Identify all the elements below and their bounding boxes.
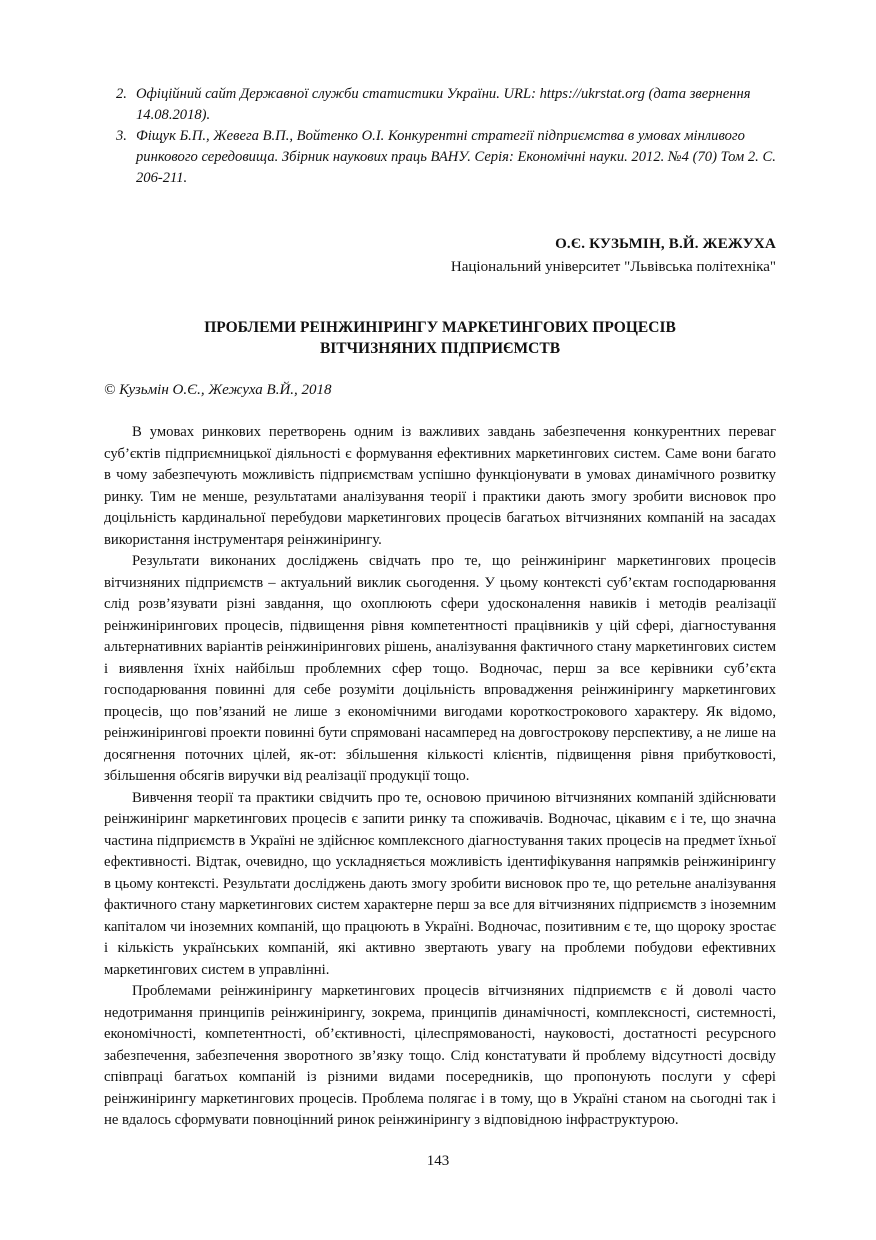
page-number: 143 [426,1153,450,1169]
body-paragraph: В умовах ринкових перетворень одним із важливих завдань забезпечення конкурентних переваг суб’єктів підприємницької діяльності є формування ефективних маркетингових систем. Саме вони багато в чому забезпечують можливість підприємствам успішно функціонувати в умовах динамічного розвитку ринку. Тим не менше, результатами аналізування теорії і практики дають змогу зробити висновок про доцільність кардинальної перебудови маркетингових процесів багатьох вітчизняних компаній на засадах використання інструментаря реінжинірингу. [104,424,776,548]
reference-number: 3. [116,128,127,144]
body-paragraph: Результати виконаних досліджень свідчать про те, що реінжиніринг маркетингових процесів вітчизняних підприємств – актуальний виклик сьогодення. У цьому контексті суб’єктам господарювання слід розв’язувати різні завдання, що охоплюють сфери удосконалення навиків і методів реалізації реінжинірингових процесів, підвищення рівня компетентності працівників у цій сфері, діагностування альтернативних варіантів реінжинірингових рішень, аналізування фактичного стану маркетингових систем і виявлення їхніх найбільш проблемних сфер тощо. Водночас, перш за все керівники суб’єкта господарювання повинні для себе розуміти доцільність впровадження реінжинірингу маркетингових процесів, що пов’язаний не лише з економічними вигодами короткострокового характеру. Як відомо, реінжинірингові проекти повинні бути спрямовані насамперед на довгострокову перспективу, а не лише на досягнення поточних цілей, як-от: збільшення кількості клієнтів, підвищення рівня прибутковості, збільшення обсягів виручки від реалізації продукції тощо. [104,553,776,784]
body-paragraph: Вивчення теорії та практики свідчить про те, основою причиною вітчизняних компаній здійснювати реінжиніринг маркетингових процесів є запити ринку та споживачів. Водночас, цікавим є і те, що значна частина підприємств в Україні не здійснює комплексного діагностування таких процесів на предмет їхньої ефективності. Відтак, очевидно, що ускладняється можливість ідентифікування напрямків реінжинірингу в цьому контексті. Результати досліджень дають змогу зробити висновок про те, що ретельне аналізування фактичного стану маркетингових систем характерне перш за все для вітчизняних підприємств з іноземним капіталом чи іноземних компаній, що працюють в Україні. Водночас, позитивним є те, що щороку зростає і кількість українських компаній, які активно звертають увагу на проблеми побудови ефективних маркетингових систем в управлінні. [104,789,776,978]
body-paragraph: Проблемами реінжинірингу маркетингових процесів вітчизняних підприємств є й доволі часто недотримання принципів реінжинірингу, зокрема, принципів динамічності, комплексності, системності, економічності, компетентності, об’єктивності, цілеспрямованості, науковості, достатності ресурсного забезпечення, забезпечення зворотного зв’язку тощо. Слід констатувати й проблему відсутності досвіду співпраці багатьох компаній із різними видами посередників, що пропонують послуги у сфері реінжинірингу маркетингових процесів. Проблема полягає і в тому, що в Україні станом на сьогодні так і не вдалось сформувати повноцінний ринок реінжинірингу з відповідною інфраструктурою. [104,983,776,1128]
reference-list [104,84,776,189]
article-authors: О.Є. КУЗЬМІН, В.Й. ЖЕЖУХА [555,236,776,252]
article-title-line: ПРОБЛЕМИ РЕІНЖИНІРИНГУ МАРКЕТИНГОВИХ ПРОЦЕСІВ [204,319,676,336]
article-title-line: ВІТЧИЗНЯНИХ ПІДПРИЄМСТВ [319,340,561,357]
reference-text: Фіщук Б.П., Жевега В.П., Войтенко О.І. Конкурентні стратегії підприємства в умовах мінливого ринкового середовища. Збірник наукових праць ВАНУ. Серія: Економічні науки. 2012. №4 (70) Том 2. С. 206-211. [136,128,776,186]
copyright-notice: © Кузьмін О.Є., Жежуха В.Й., 2018 [104,382,332,398]
article-affiliation: Національний університет "Львівська політехніка" [450,259,776,275]
reference-number: 2. [116,86,127,102]
article-body [104,422,776,1132]
reference-text: Офіційний сайт Державної служби статистики України. URL: https://ukrstat.org (дата звернення 14.08.2018). [136,86,751,123]
article-title [104,317,776,359]
reference-item [104,84,776,126]
reference-item [104,126,776,189]
